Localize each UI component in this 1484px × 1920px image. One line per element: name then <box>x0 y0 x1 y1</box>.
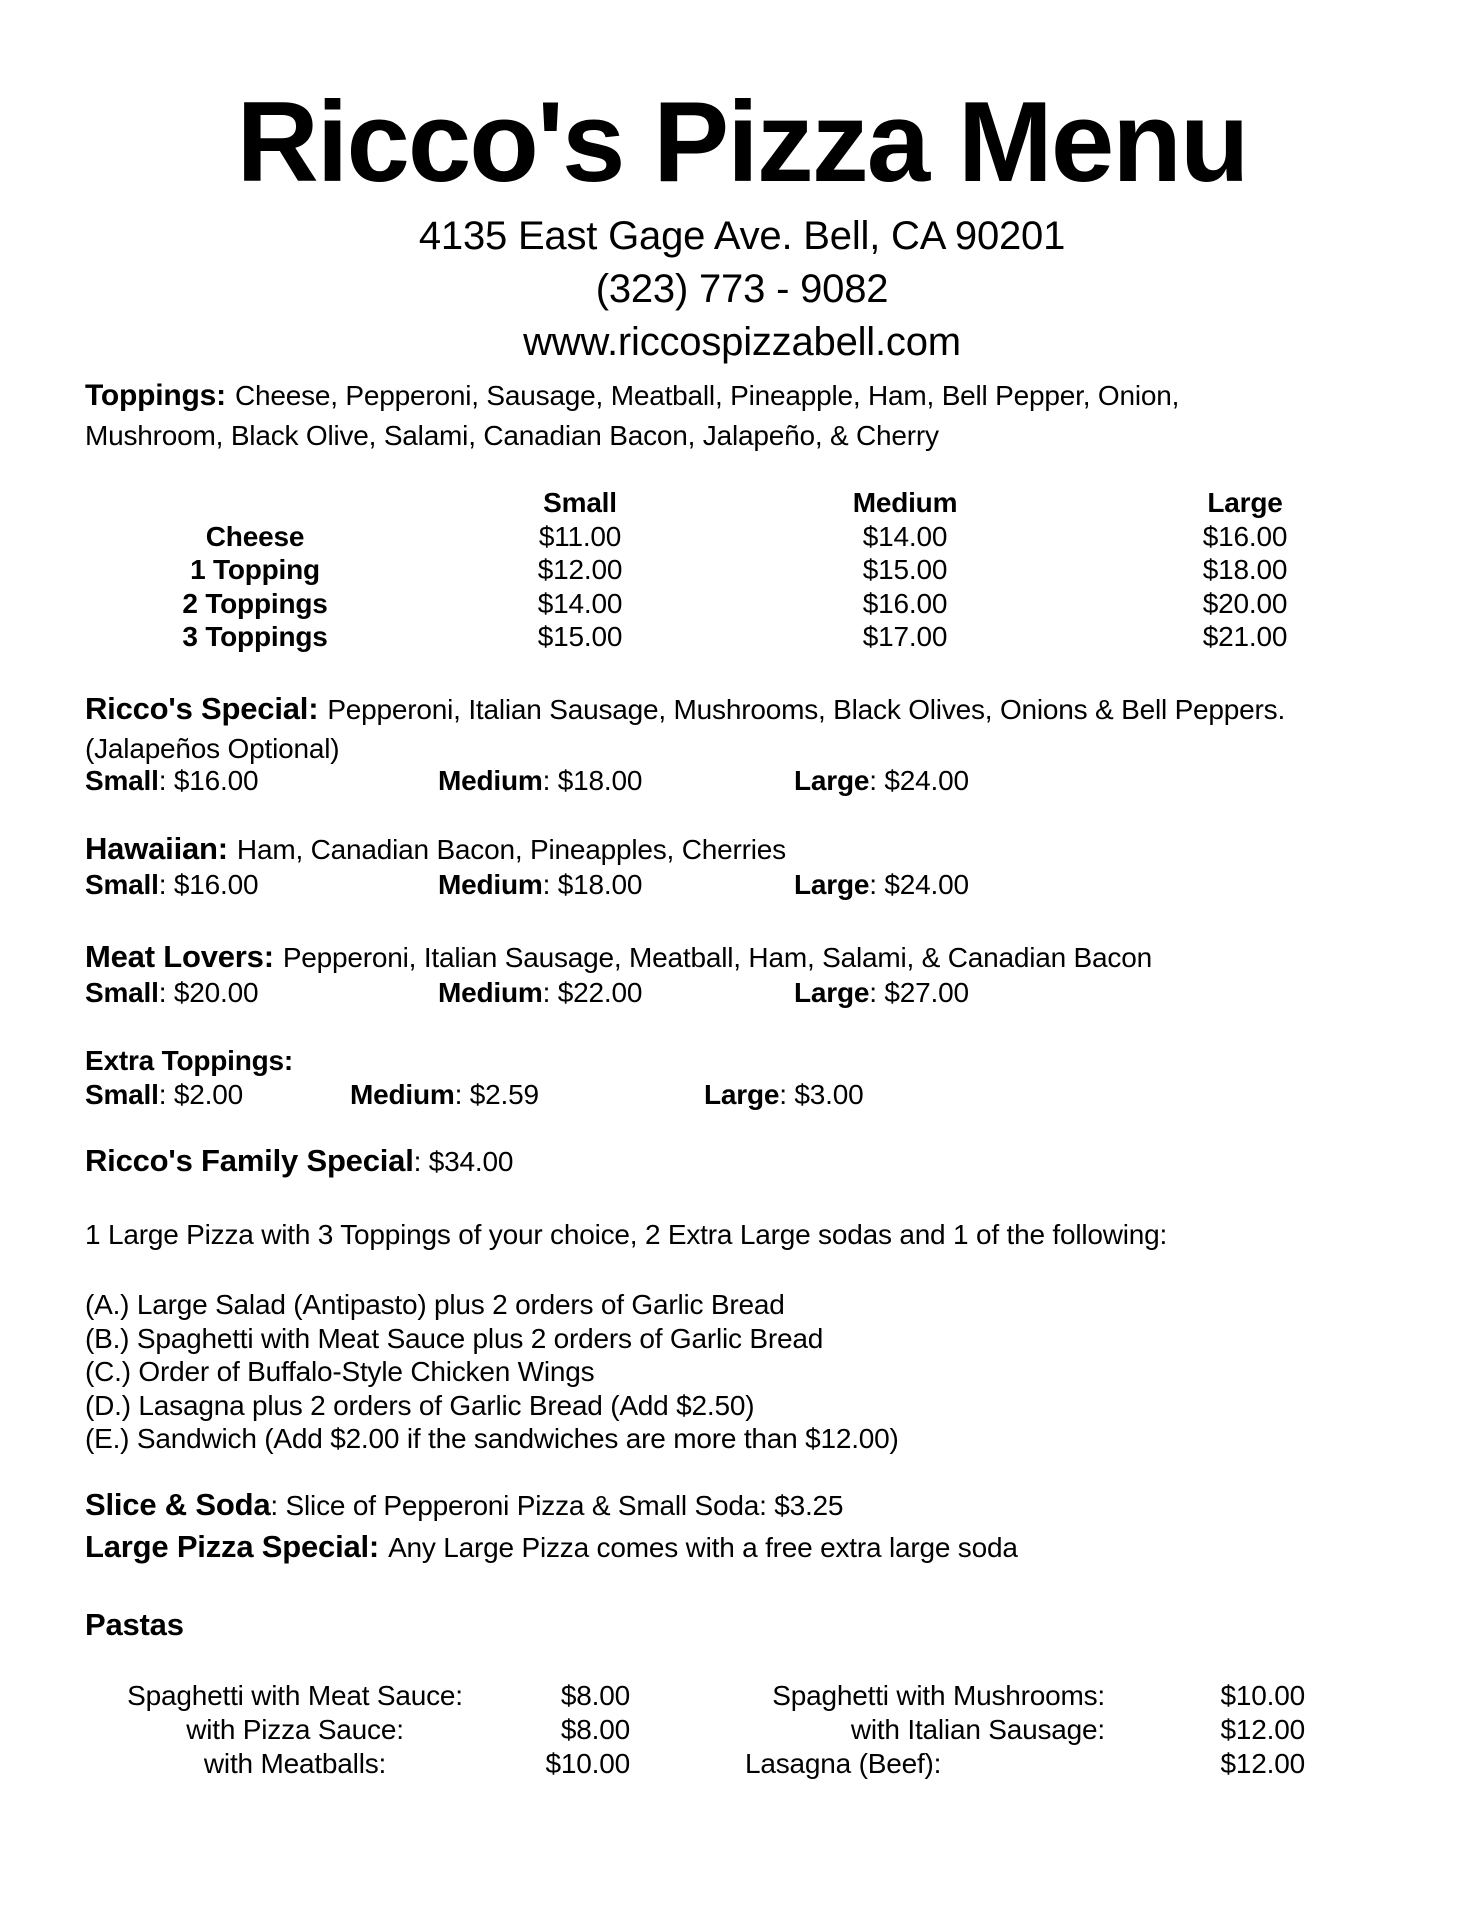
size-label: Medium <box>438 869 543 900</box>
pasta-item-name: Lasagna (Beef): <box>745 1748 942 1779</box>
size-label: Medium <box>438 765 543 796</box>
toppings-heading: Toppings: <box>85 379 226 412</box>
large-pizza-special-heading <box>85 1526 1018 1569</box>
section-description: Pepperoni, Italian Sausage, Mushrooms, Black Olives, Onions & Bell Peppers. <box>327 694 1286 725</box>
family-special-heading <box>85 1140 513 1183</box>
price-cell: $16.00 <box>862 587 948 619</box>
pasta-item-price: $10.00 <box>545 1748 630 1779</box>
size-label: Small <box>85 977 159 1008</box>
pasta-item-name: Spaghetti with Meat Sauce: <box>127 1680 463 1711</box>
pastas-heading: Pastas <box>85 1607 184 1642</box>
pasta-item-name: with Meatballs: <box>203 1748 387 1779</box>
price-value: : $24.00 <box>869 765 969 796</box>
pasta-item-price: $10.00 <box>1220 1680 1305 1711</box>
toppings-list-1: Cheese, Pepperoni, Sausage, Meatball, Pineapple, Ham, Bell Pepper, Onion, <box>234 380 1180 411</box>
column-header-small: Small <box>543 487 617 518</box>
size-label: Small <box>85 1079 159 1110</box>
price-value: : $18.00 <box>542 869 643 900</box>
section-title: Hawaiian: <box>85 831 228 866</box>
price-value: : $2.00 <box>158 1079 243 1110</box>
extra-toppings-prices <box>85 1078 1484 1112</box>
size-label: Large <box>704 1079 780 1110</box>
price-cell: $21.00 <box>1202 621 1288 652</box>
option-item: (B.) Spaghetti with Meat Sauce plus 2 orders of Garlic Bread <box>85 1322 824 1354</box>
phone-line: (323) 773 - 9082 <box>595 267 889 311</box>
size-price <box>85 868 258 902</box>
corner-cell <box>85 486 425 520</box>
size-label: Medium <box>438 977 543 1008</box>
price-value: : $3.00 <box>779 1079 864 1110</box>
pasta-item-name: with Italian Sausage: <box>850 1714 1105 1745</box>
pasta-item-price: $8.00 <box>560 1680 630 1711</box>
price-cell: $17.00 <box>862 621 948 652</box>
pizza-type-label: 1 Topping <box>190 554 320 585</box>
riccos-special-note: (Jalapeños Optional) <box>85 733 340 764</box>
website-line: www.riccospizzabell.com <box>523 320 961 364</box>
pizza-type-label: Cheese <box>205 520 305 552</box>
size-price <box>438 764 642 798</box>
size-label: Medium <box>350 1079 455 1110</box>
option-item: (C.) Order of Buffalo-Style Chicken Wings <box>85 1356 595 1387</box>
section-title: Ricco's Special: <box>85 691 319 726</box>
price-value: : $27.00 <box>869 977 969 1008</box>
size-price <box>438 976 642 1010</box>
spacer-cell <box>630 1747 745 1781</box>
option-item: (E.) Sandwich (Add $2.00 if the sandwiches are more than $12.00) <box>85 1423 899 1454</box>
price-value: : $20.00 <box>158 977 259 1008</box>
pasta-item-name: Spaghetti with Mushrooms: <box>772 1680 1105 1711</box>
size-price <box>85 1078 243 1112</box>
meat-lovers-prices <box>85 976 1484 1010</box>
price-cell: $14.00 <box>537 587 623 619</box>
size-price <box>794 868 969 902</box>
section-title: Slice & Soda <box>85 1487 271 1522</box>
size-price <box>438 868 642 902</box>
price-cell: $18.00 <box>1202 554 1288 585</box>
address-line: 4135 East Gage Ave. Bell, CA 90201 <box>418 214 1066 258</box>
slice-soda-heading <box>85 1484 843 1527</box>
size-price <box>350 1078 539 1112</box>
price-cell: $11.00 <box>538 520 622 552</box>
riccos-special-heading <box>85 688 1285 731</box>
option-item: (A.) Large Salad (Antipasto) plus 2 orders of Garlic Bread <box>85 1289 785 1320</box>
page-title: Ricco's Pizza Menu <box>236 79 1248 206</box>
riccos-special-prices <box>85 764 1484 798</box>
size-price <box>794 976 969 1010</box>
size-price <box>85 764 258 798</box>
price-cell: $12.00 <box>537 554 623 585</box>
spacer-cell <box>630 1713 745 1747</box>
price-value: : $24.00 <box>869 869 969 900</box>
price-cell: $16.00 <box>1202 520 1288 552</box>
section-description: : Slice of Pepperoni Pizza & Small Soda: $3.25 <box>270 1490 844 1521</box>
toppings-line-1 <box>85 376 1179 416</box>
pasta-item-price: $12.00 <box>1220 1748 1305 1779</box>
option-item: (D.) Lasagna plus 2 orders of Garlic Bread (Add $2.50) <box>85 1389 755 1421</box>
price-cell: $14.00 <box>862 520 948 552</box>
pastas-table <box>95 1679 1305 1781</box>
column-header-large: Large <box>1207 487 1283 518</box>
size-price <box>85 976 258 1010</box>
size-label: Large <box>794 869 870 900</box>
toppings-section <box>85 376 1179 456</box>
price-cell: $20.00 <box>1202 587 1288 619</box>
price-value: : $16.00 <box>158 869 259 900</box>
size-label: Small <box>85 869 159 900</box>
family-special-description: 1 Large Pizza with 3 Toppings of your choice, 2 Extra Large sodas and 1 of the following: <box>85 1219 1168 1250</box>
price-value: : $18.00 <box>542 765 643 796</box>
price-cell: $15.00 <box>537 621 623 652</box>
section-description: Ham, Canadian Bacon, Pineapples, Cherries <box>236 834 786 865</box>
pasta-item-price: $12.00 <box>1220 1714 1305 1745</box>
pizza-type-label: 3 Toppings <box>182 621 328 652</box>
extra-toppings-heading: Extra Toppings: <box>85 1045 294 1076</box>
spacer-cell <box>630 1679 745 1713</box>
family-special-options <box>85 1288 899 1456</box>
hawaiian-heading <box>85 828 786 871</box>
price-value: : $2.59 <box>454 1079 539 1110</box>
column-header-medium: Medium <box>852 487 958 518</box>
section-title: Large Pizza Special: <box>85 1529 380 1564</box>
section-description: Any Large Pizza comes with a free extra large soda <box>388 1532 1018 1563</box>
section-title: Meat Lovers: <box>85 939 274 974</box>
meat-lovers-heading <box>85 936 1152 979</box>
pasta-item-name: with Pizza Sauce: <box>186 1714 404 1745</box>
size-price <box>794 764 969 798</box>
size-price <box>704 1078 863 1112</box>
hawaiian-prices <box>85 868 1484 902</box>
toppings-list-2: Mushroom, Black Olive, Salami, Canadian Bacon, Jalapeño, & Cherry <box>85 420 939 451</box>
size-label: Small <box>85 765 159 796</box>
price-value: : $22.00 <box>542 977 643 1008</box>
section-description: Pepperoni, Italian Sausage, Meatball, Ham, Salami, & Canadian Bacon <box>282 942 1152 973</box>
price-cell: $15.00 <box>862 554 948 585</box>
size-label: Large <box>794 977 870 1008</box>
section-title: Ricco's Family Special <box>85 1143 414 1178</box>
price-value: : $16.00 <box>158 765 259 796</box>
pasta-item-price: $8.00 <box>560 1714 630 1745</box>
pizza-price-table <box>85 486 1415 654</box>
pizza-type-label: 2 Toppings <box>182 587 328 619</box>
price-value: : $34.00 <box>413 1146 514 1177</box>
size-label: Large <box>794 765 870 796</box>
